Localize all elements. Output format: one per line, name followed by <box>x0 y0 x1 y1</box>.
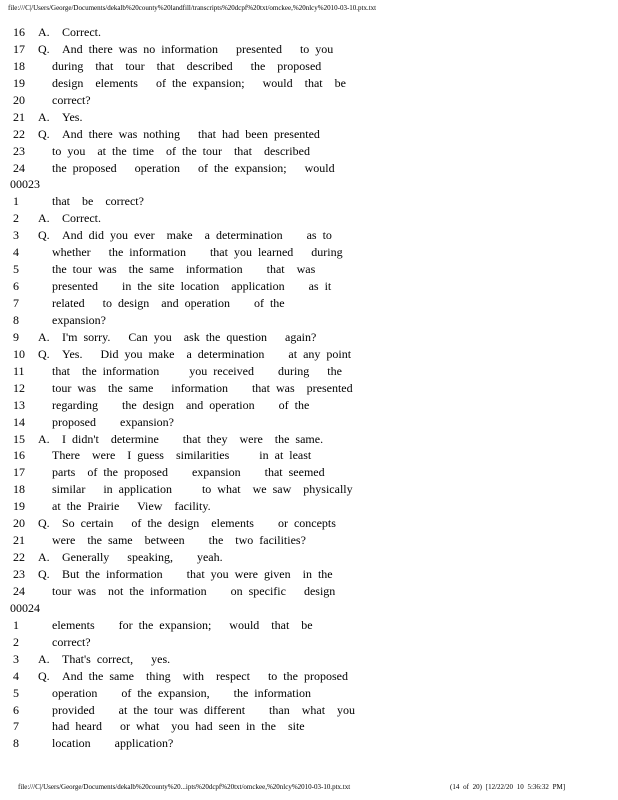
line-number: 7 <box>13 296 19 310</box>
question-marker: Q. <box>38 41 50 56</box>
line-text: regarding the design and operation of the <box>52 397 310 412</box>
line-number: 6 <box>13 279 19 294</box>
transcript-line <box>0 227 610 244</box>
line-number: 23 <box>13 143 25 158</box>
line-text: related to design and operation of the <box>52 296 285 310</box>
line-text: And the same thing with respect to the proposed <box>62 668 348 683</box>
question-marker: Q. <box>38 346 50 361</box>
footer-page-info: (14 of 20) [12/22/20 10 5:36:32 PM] <box>450 783 566 791</box>
line-text: correct? <box>52 92 91 107</box>
line-text: design elements of the expansion; would that be <box>52 75 346 90</box>
answer-marker: A. <box>38 431 50 446</box>
transcript-line <box>0 58 610 75</box>
transcript-line <box>0 532 610 549</box>
line-number: 17 <box>13 465 25 480</box>
line-number: 2 <box>13 634 19 649</box>
page-number: 00024 <box>10 600 40 615</box>
footer-file-url: file:///C|/Users/George/Documents/dekalb%20county%20...ipts%20dcpf%20txt/omckee,%20nlcy%2010-03-10.ptx.txt <box>18 783 351 791</box>
transcript-line <box>0 464 610 481</box>
transcript-line <box>0 278 610 295</box>
transcript-line <box>0 244 610 261</box>
question-marker: Q. <box>38 126 50 141</box>
line-number: 17 <box>13 41 25 56</box>
line-number: 2 <box>13 211 19 226</box>
transcript-line <box>0 447 610 464</box>
transcript-line <box>0 193 610 210</box>
line-text: elements for the expansion; would that be <box>52 617 313 632</box>
line-text: Correct. <box>62 25 101 39</box>
transcript-line <box>0 109 610 126</box>
page-number-marker <box>0 176 610 193</box>
transcript-line <box>0 210 610 227</box>
transcript-line <box>0 549 610 566</box>
line-text: Generally speaking, yeah. <box>62 550 223 565</box>
answer-marker: A. <box>38 329 50 344</box>
line-text: And did you ever make a determination as to <box>62 228 332 243</box>
transcript-line <box>0 566 610 583</box>
line-number: 6 <box>13 702 19 717</box>
line-number: 1 <box>13 617 19 632</box>
line-text: to you at the time of the tour that described <box>52 143 310 158</box>
question-marker: Q. <box>38 668 50 683</box>
line-text: whether the information that you learned during <box>52 245 343 260</box>
transcript-line <box>0 312 610 329</box>
line-number: 22 <box>13 550 25 565</box>
transcript-line <box>0 380 610 397</box>
line-number: 12 <box>13 380 25 395</box>
transcript-line <box>0 481 610 498</box>
answer-marker: A. <box>38 25 50 39</box>
transcript-line <box>0 261 610 278</box>
transcript-line <box>0 295 610 312</box>
transcript-line <box>0 414 610 431</box>
line-text: similar in application to what we saw physically <box>52 482 353 497</box>
transcript-line <box>0 702 610 719</box>
answer-marker: A. <box>38 651 50 666</box>
line-text: had heard or what you had seen in the site <box>52 719 305 734</box>
transcript-line <box>0 651 610 668</box>
line-text: at the Prairie View facility. <box>52 499 211 514</box>
line-text: location application? <box>52 736 174 751</box>
line-text: operation of the expansion, the information <box>52 685 311 700</box>
line-text: provided at the tour was different than what you <box>52 702 356 717</box>
transcript-line <box>0 498 610 515</box>
answer-marker: A. <box>38 109 50 124</box>
line-number: 21 <box>13 109 25 124</box>
line-number: 20 <box>13 516 25 531</box>
line-text: There were I guess similarities in at least <box>52 448 312 463</box>
line-text: expansion? <box>52 312 106 327</box>
transcript-line <box>0 346 610 363</box>
line-number: 20 <box>13 92 25 107</box>
header-file-url: file:///C|/Users/George/Documents/dekalb%20county%20landfill/transcripts%20dcpf%20txt/omckee,%20nlcy%2010-03-10.ptx.txt <box>8 4 377 12</box>
line-number: 24 <box>13 160 25 175</box>
transcript-line <box>0 92 610 109</box>
answer-marker: A. <box>38 211 50 226</box>
line-number: 15 <box>13 431 25 446</box>
line-number: 4 <box>13 668 19 683</box>
answer-marker: A. <box>38 550 50 565</box>
transcript-line <box>0 583 610 600</box>
transcript-line <box>0 431 610 448</box>
line-number: 7 <box>13 719 19 734</box>
line-text: I'm sorry. Can you ask the question again? <box>62 329 317 344</box>
line-number: 8 <box>13 736 19 751</box>
line-number: 23 <box>13 567 25 581</box>
line-text: Yes. <box>62 109 83 124</box>
transcript-line <box>0 515 610 532</box>
line-text: the proposed operation of the expansion; would <box>52 160 335 175</box>
transcript-line <box>0 735 610 752</box>
line-number: 18 <box>13 482 25 497</box>
line-text: correct? <box>52 634 91 649</box>
line-number: 14 <box>13 414 25 429</box>
line-number: 11 <box>13 363 25 378</box>
question-marker: Q. <box>38 567 50 581</box>
transcript-line <box>0 617 610 634</box>
transcript-line <box>0 397 610 414</box>
question-marker: Q. <box>38 228 50 243</box>
line-text: And there was nothing that had been presented <box>62 126 320 141</box>
question-marker: Q. <box>38 516 50 531</box>
line-text: tour was the same information that was presented <box>52 380 353 395</box>
line-text: during that tour that described the proposed <box>52 58 322 73</box>
line-text: that the information you received during the <box>52 363 342 378</box>
line-number: 16 <box>13 25 25 39</box>
line-number: 3 <box>13 228 19 243</box>
line-text: were the same between the two facilities? <box>52 533 306 548</box>
line-number: 9 <box>13 329 19 344</box>
line-number: 24 <box>13 583 25 598</box>
line-text: I didn't determine that they were the same. <box>62 431 324 446</box>
line-number: 5 <box>13 685 19 700</box>
line-text: And there was no information presented to you <box>62 41 334 56</box>
transcript-line <box>0 75 610 92</box>
line-text: tour was not the information on specific design <box>52 583 336 598</box>
transcript-line <box>0 718 610 735</box>
line-number: 21 <box>13 533 25 548</box>
line-text: that be correct? <box>52 194 144 209</box>
line-number: 5 <box>13 262 19 277</box>
line-number: 4 <box>13 245 19 260</box>
line-text: parts of the proposed expansion that seemed <box>52 465 325 480</box>
line-number: 3 <box>13 651 19 666</box>
line-number: 16 <box>13 448 25 463</box>
line-text: the tour was the same information that was <box>52 262 316 277</box>
line-number: 8 <box>13 312 19 327</box>
line-text: proposed expansion? <box>52 414 174 429</box>
page-number: 00023 <box>10 177 40 192</box>
transcript-body <box>0 24 610 752</box>
line-text: But the information that you were given in the <box>62 567 333 581</box>
line-text: So certain of the design elements or concepts <box>62 516 336 531</box>
transcript-line <box>0 668 610 685</box>
line-text: Correct. <box>62 211 101 226</box>
transcript-line <box>0 363 610 380</box>
transcript-line <box>0 329 610 346</box>
transcript-line <box>0 126 610 143</box>
line-number: 22 <box>13 126 25 141</box>
transcript-line <box>0 143 610 160</box>
line-number: 19 <box>13 499 25 514</box>
line-text: That's correct, yes. <box>62 651 171 666</box>
transcript-line <box>0 41 610 58</box>
line-number: 19 <box>13 75 25 90</box>
line-number: 1 <box>13 194 19 209</box>
line-number: 18 <box>13 58 25 73</box>
line-number: 13 <box>13 397 25 412</box>
line-number: 10 <box>13 346 25 361</box>
transcript-line <box>0 685 610 702</box>
transcript-line <box>0 634 610 651</box>
transcript-line <box>0 24 610 41</box>
line-text: presented in the site location application as it <box>52 279 332 294</box>
transcript-line <box>0 160 610 177</box>
line-text: Yes. Did you make a determination at any point <box>62 346 352 361</box>
page-number-marker <box>0 600 610 617</box>
